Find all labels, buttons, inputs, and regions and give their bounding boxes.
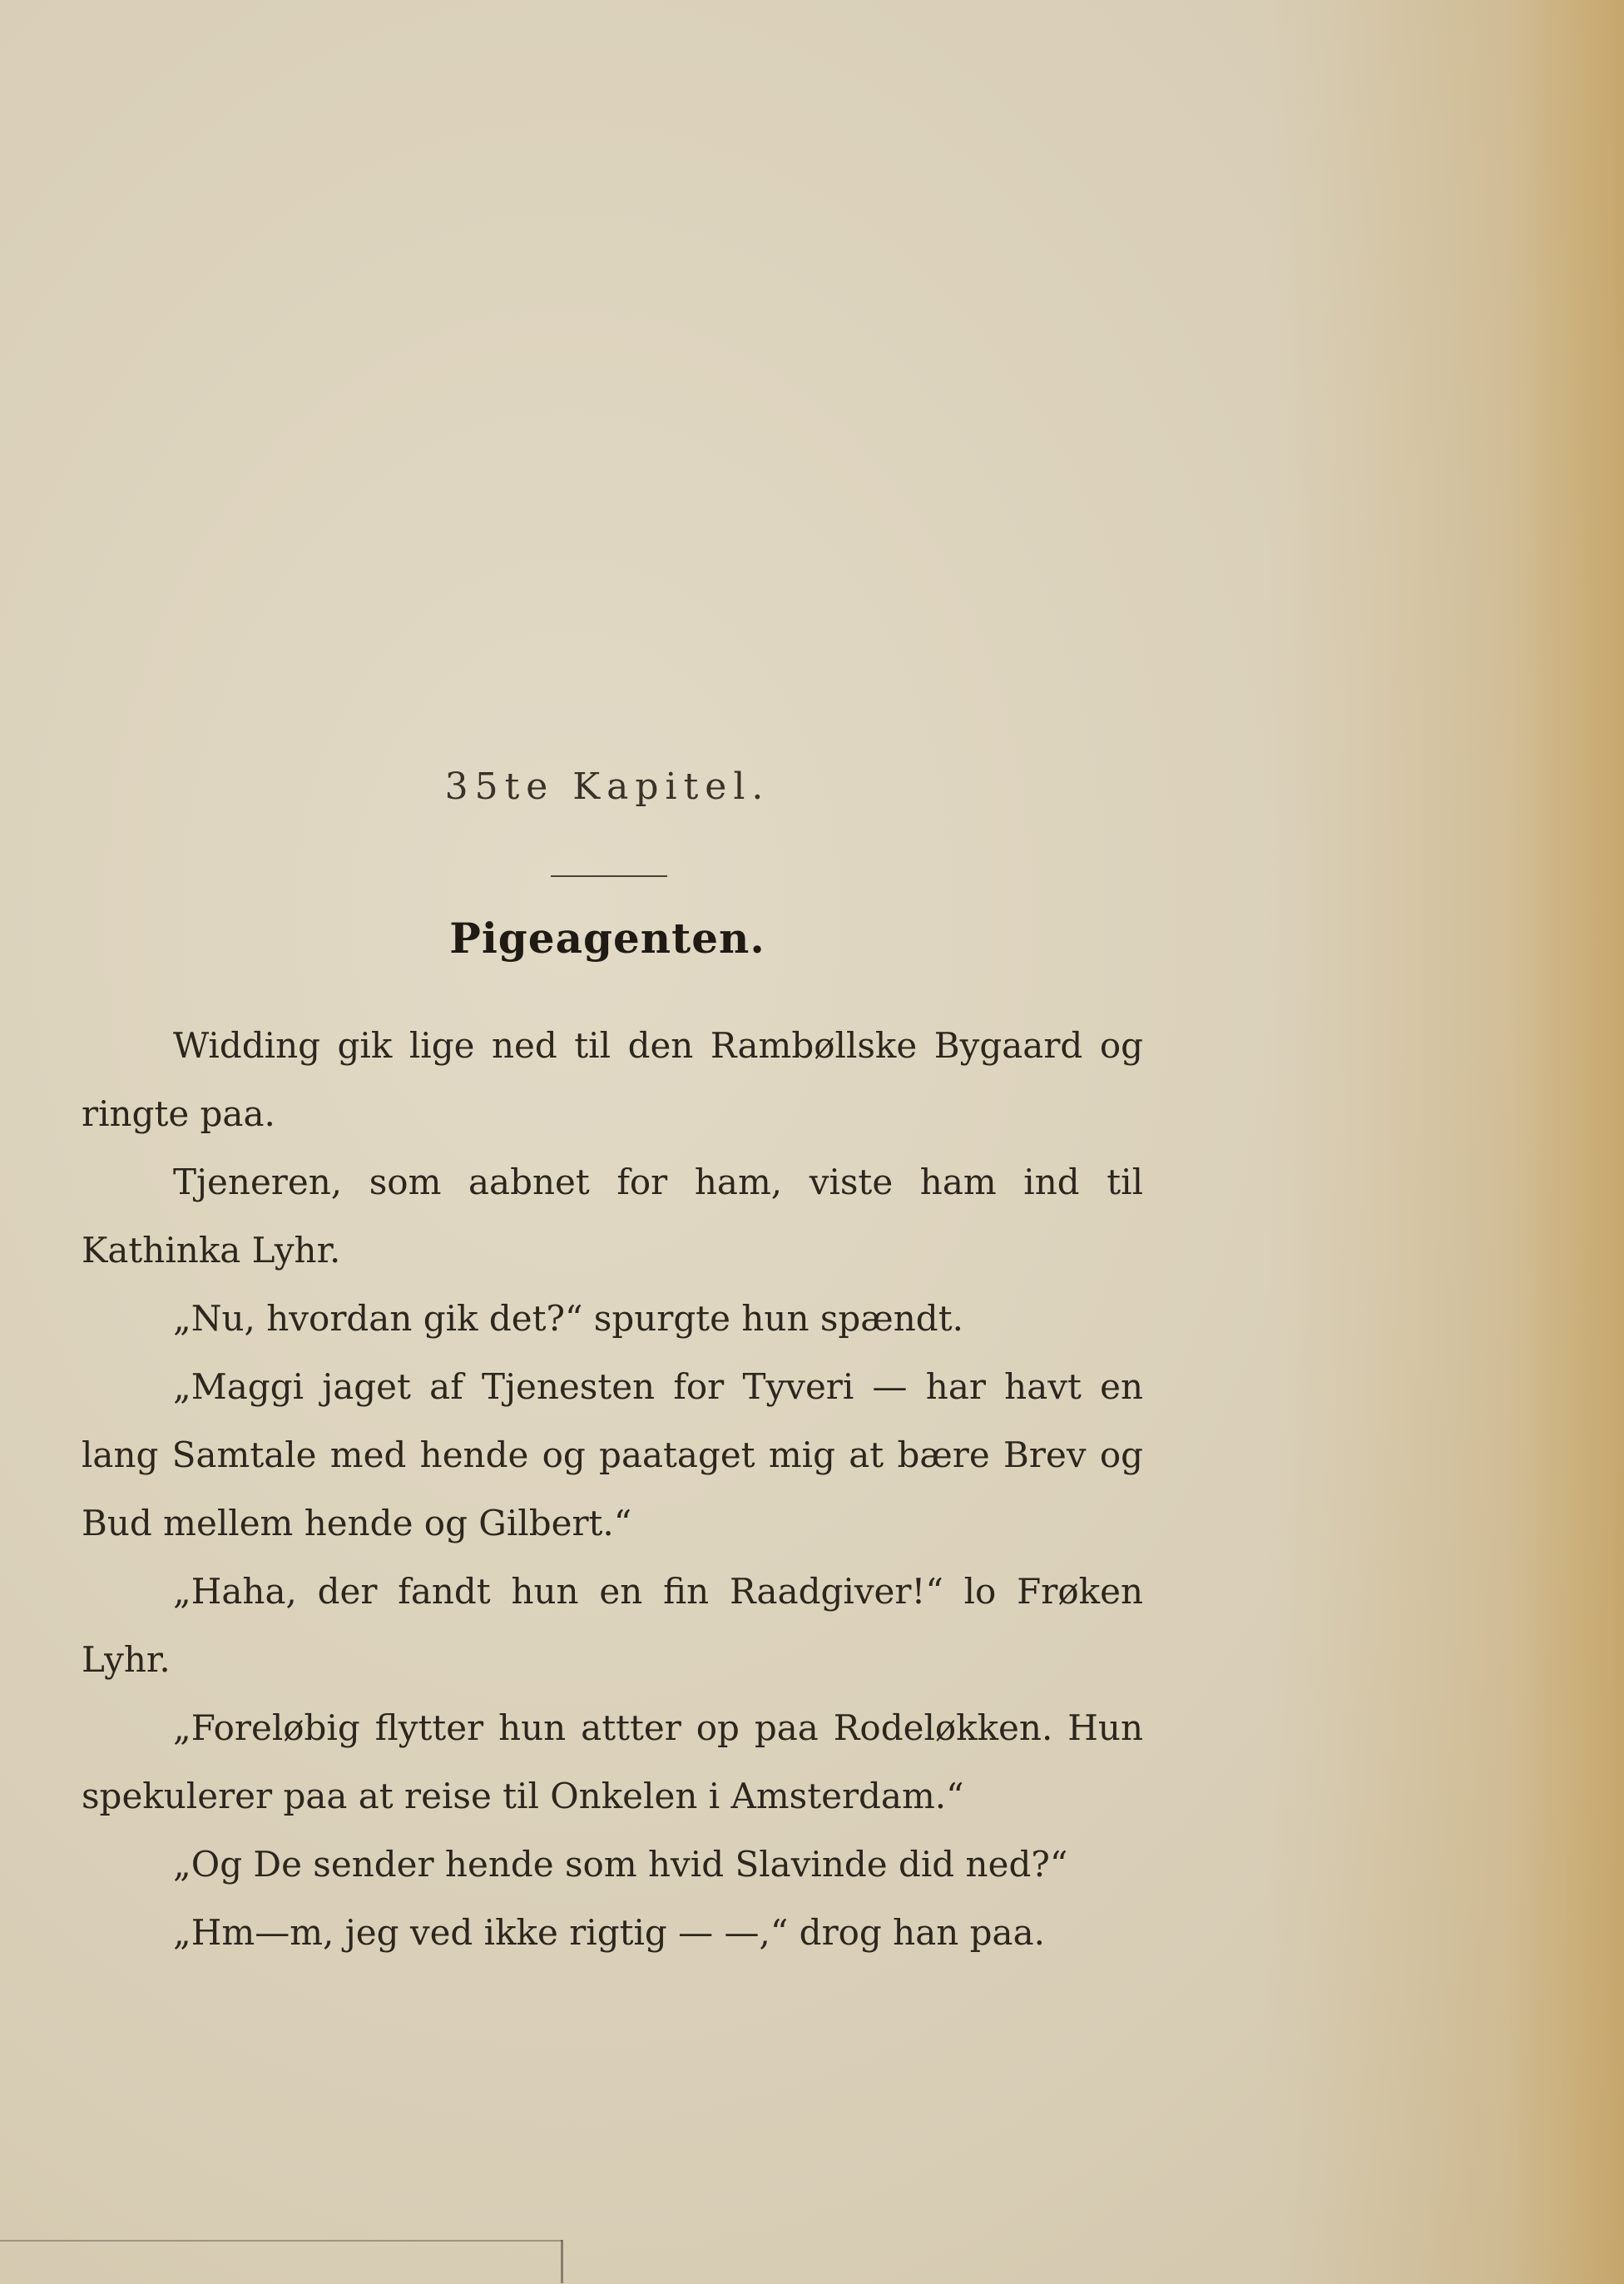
chapter-heading: 35te Kapitel. — [444, 765, 770, 808]
page-edge-stain — [1508, 0, 1624, 2284]
paragraph: „Haha, der fandt hun en fin Raadgiver!“ lo Frøken Lyhr. — [82, 1571, 1143, 1680]
paragraph: „Nu, hvordan gik det?“ spurgte hun spændt. — [173, 1298, 963, 1339]
bottom-edge-mark — [561, 2240, 563, 2283]
paragraph: Tjeneren, som aabnet for ham, viste ham ind til Kathinka Lyhr. — [82, 1162, 1143, 1271]
paragraph: „Og De sender hende som hvid Slavinde did ned?“ — [173, 1844, 1068, 1885]
chapter-title: Pigeagenten. — [449, 914, 765, 963]
paragraph: „Maggi jaget af Tjenesten for Tyveri — har havt en lang Samtale med hende og paataget mig at bære Brev og Bud mellem hende og Gilbert.“ — [82, 1366, 1143, 1543]
paragraph: „Foreløbig flytter hun attter op paa Rodeløkken. Hun spekulerer paa at reise til Onkelen i Amsterdam.“ — [82, 1707, 1143, 1816]
chapter-body — [82, 1012, 1143, 1967]
heading-divider — [551, 875, 667, 877]
paragraph: Widding gik lige ned til den Rambøllske Bygaard og ringte paa. — [82, 1025, 1143, 1134]
bottom-edge-line — [0, 2240, 562, 2242]
paragraph: „Hm—m, jeg ved ikke rigtig — —,“ drog han paa. — [173, 1912, 1045, 1953]
